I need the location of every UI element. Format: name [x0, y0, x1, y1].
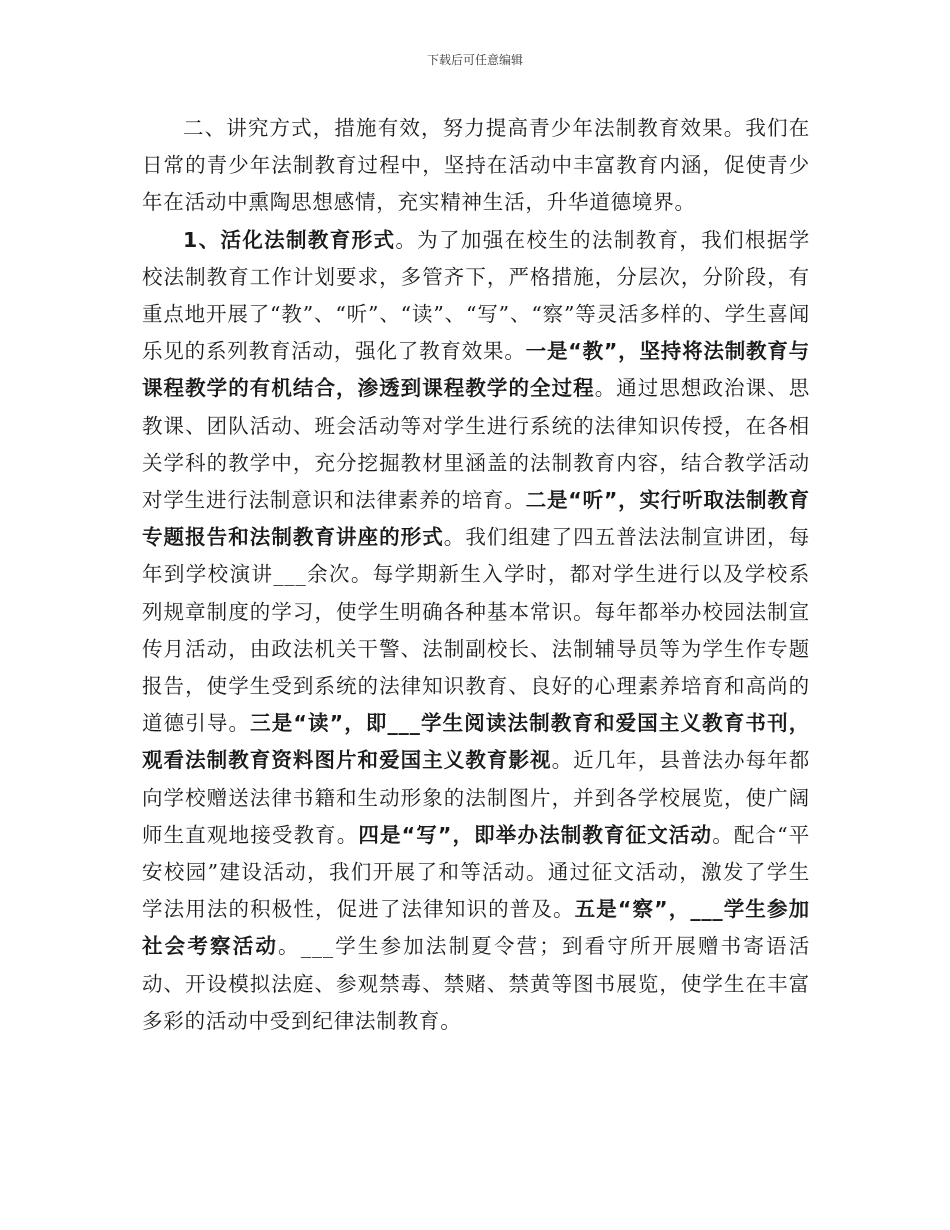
text-run: 。为了加强在校生的法制教育，我们根据学校法制教育工作计划要求，多管齐下，严格措施，分层次，分阶段，有重点地开展了“教”、“听”、“读”、“写”、“察”等灵活多样的、学生喜闻乐见的系列教育活动，强化了教育效果。 [142, 227, 810, 364]
bold-run-observe: 五是“察”，___学生参加社会考察活动 [142, 897, 810, 959]
text-run: 。配合“平安校园”建设活动，我们开展了和等活动。通过征文活动，激发了学生学法用法的积极性，促进了法律知识的普及。 [142, 822, 811, 922]
text-run: 。___学生参加法制夏令营；到看守所开展赠书寄语活动、开设模拟法庭、参观禁毒、禁赌、禁黄等图书展览，使学生在丰富多彩的活动中受到纪律法制教育。 [142, 934, 810, 1033]
bold-run-read: 三是“读”，即___学生阅读法制教育和爱国主义教育书刊，观看法制教育资料图片和爱国主义教育影视 [142, 711, 810, 773]
document-body [142, 110, 810, 1040]
paragraph-education-forms [142, 222, 810, 1040]
text-run: 二、讲究方式，措施有效，努力提高青少年法制教育效果。我们在日常的青少年法制教育过程中，坚持在活动中丰富教育内涵，促使青少年在活动中熏陶思想感情，充实精神生活，升华道德境界。 [142, 116, 810, 215]
text-run: 。通过思想政治课、思教课、团队活动、班会活动等对学生进行系统的法律知识传授，在各相关学科的教学中，充分挖掘教材里涵盖的法制教育内容，结合教学活动对学生进行法制意识和法律素养的培育。 [142, 376, 810, 513]
bold-run-teach: 一是“教”，坚持将法制教育与课程教学的有机结合，渗透到课程教学的全过程 [142, 339, 810, 401]
bold-run-listen: 二是“听”，实行听取法制教育专题报告和法制教育讲座的形式 [142, 488, 810, 550]
text-run: 。近几年，县普法办每年都向学校赠送法律书籍和生动形象的法制图片，并到各学校展览，使广阔师生直观地接受教育。 [142, 748, 810, 847]
paragraph-methods-intro [142, 110, 810, 222]
text-run: 。我们组建了四五普法法制宣讲团，每年到学校演讲___余次。每学期新生入学时，都对学生进行以及学校系列规章制度的学习，使学生明确各种基本常识。每年都举办校园法制宣传月活动，由政法机关干警、法制副校长、法制辅导员等为学生作专题报告，使学生受到系统的法律知识教育、良好的心理素养培育和高尚的道德引导。 [142, 525, 810, 736]
page-header-note: 下载后可任意编辑 [426, 53, 523, 67]
bold-run-write: 四是“写”，即举办法制教育征文活动 [358, 822, 713, 847]
section-heading-run: 1、活化法制教育形式 [183, 227, 396, 252]
